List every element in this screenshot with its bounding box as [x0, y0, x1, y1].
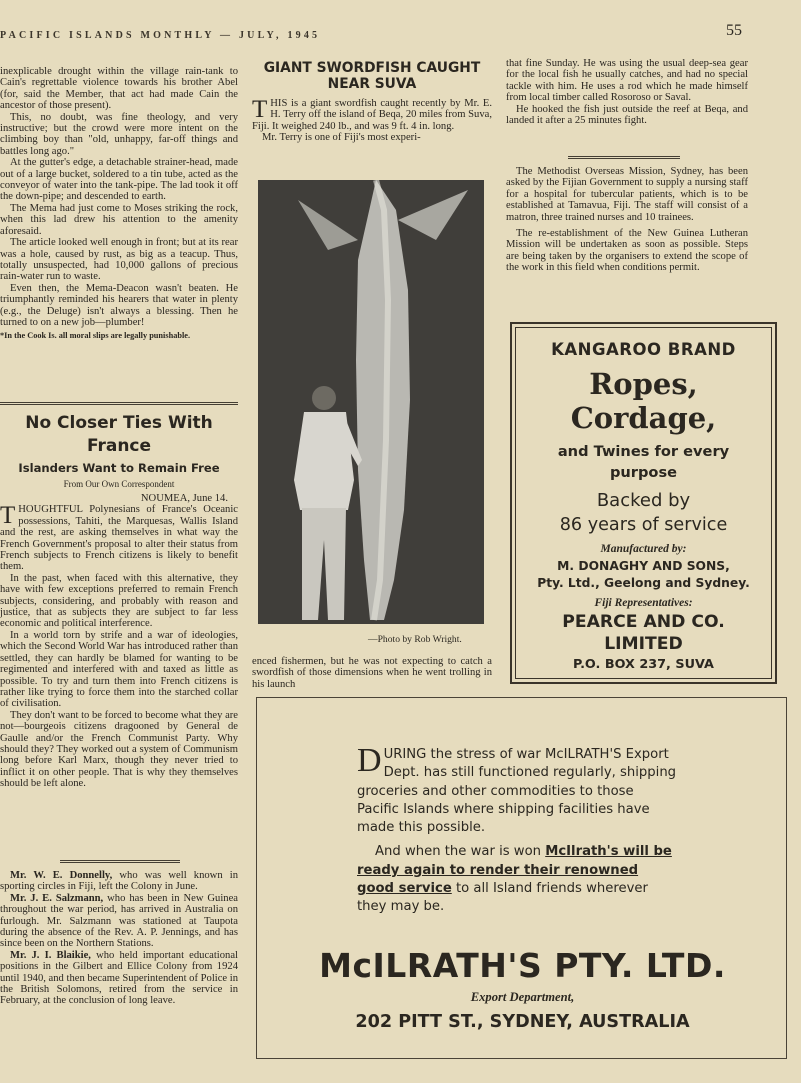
byline: From Our Own Correspondent [63, 479, 175, 489]
divider-rule [60, 860, 180, 863]
photo-credit: —Photo by Rob Wright. [368, 634, 462, 645]
person-name: Mr. W. E. Donnelly, [10, 870, 113, 881]
ad-company: McILRATH'S PTY. LTD. [319, 946, 726, 985]
ad-emphasis: McIlrath's will be ready again to render their renowned good service [357, 844, 672, 897]
page-number: 55 [726, 22, 742, 39]
drop-cap: T [0, 502, 16, 530]
swordfish-photo-illustration [258, 180, 484, 624]
paragraph: The Methodist Overseas Mission, Sydney, has been asked by the Fijian Government to supply a nursing staff for a hospital for tubercular patients, which is to be established at Tamavua, Fiji. The staff will consist of a matron, three trained nurses and 10 trainees. [506, 166, 748, 223]
divider-rule [568, 156, 680, 159]
article-headline: GIANT SWORDFISH CAUGHT [263, 60, 481, 76]
ad-body-text: And when the war is won [375, 844, 546, 860]
paragraph: He hooked the fish just outside the reef at Beqa, and landed it after a 25 minutes fight. [506, 103, 748, 127]
swordfish-article-continued [252, 656, 492, 692]
ad-maker: Pty. Ltd., Geelong and Sydney. [537, 576, 750, 590]
mcilrath-ad [256, 697, 787, 1059]
column-3-text [506, 58, 748, 158]
ad-body-paragraph [357, 843, 677, 916]
swordfish-heading [252, 60, 492, 100]
ad-headline: Ropes, [589, 367, 698, 401]
ad-tagline: purpose [609, 464, 678, 481]
ad-label: Manufactured by: [600, 543, 687, 555]
ad-department: Export Department, [470, 990, 575, 1004]
france-heading-block [0, 410, 238, 500]
paragraph: inexplicable drought within the village rain-tank to Cain's regrettable violence towards his brother Abel (for, said the Member, that act had made Cain the ancestor of those present). [0, 66, 238, 112]
ad-label: Fiji Representatives: [594, 597, 693, 609]
paragraph: that fine Sunday. He was using the usual deep-sea gear for the local fish he usually catches, and had no special tackle with him. He uses a rod which he made himself from local timber called Rosoroso or Saval. [506, 58, 748, 104]
paragraph: This, no doubt, was fine theology, and very instructive; but the crowd were more intent on the climbing boy than "old, unhappy, far-off things and battles long ago." [0, 111, 238, 157]
person-name: Mr. J. I. Blaikie, [10, 949, 91, 961]
ad-address: P.O. BOX 237, SUVA [573, 657, 714, 672]
article-headline-line2: NEAR SUVA [327, 76, 417, 92]
paragraph: Even then, the Mema-Deacon wasn't beaten. He triumphantly reminded his hearers that water in plenty (e.g., the Deluge) isn't always a blessing. Then he turned to on a new job—plumber! [0, 282, 238, 328]
personal-notes [0, 870, 238, 1065]
lead-text: HIS is a giant swordfish caught recently by Mr. E. H. Terry off the island of Beqa, 20 miles from Suva, Fiji. It weighed 240 lb., and was 9 ft. 4 in. long. [252, 98, 492, 132]
ad-representative: PEARCE AND CO. [562, 612, 725, 632]
france-article-body [0, 493, 238, 857]
paragraph: In a world torn by strife and a war of ideologies, which the Second World War has introduced rather than settled, they can hardly be blamed for wanting to be regimented and interfered with and taxed as little as possible. To try and turn them into French citizens is rather like trying to force them into the starched collar of civilisation. [0, 629, 238, 710]
swordfish-article-top [252, 98, 492, 168]
kangaroo-brand-ad [510, 322, 777, 684]
drop-cap: D [357, 742, 382, 779]
dateline: NOUMEA, June 14. [140, 493, 228, 504]
ad-inner-frame [515, 327, 772, 679]
paragraph: The re-establishment of the New Guinea Lutheran Mission will be undertaken as soon as possible. Steps are being taken by the organisers to extend the scope of the work in this field when conditions permit. [506, 228, 748, 274]
paragraph: At the gutter's edge, a detachable strainer-head, made out of a large bucket, soldered to a tin tube, acted as the conveyor of water into the tank-pipe. The lad took it off the down-pipe; and descended to earth. [0, 157, 238, 203]
note-text: who held important educational positions in the Gilbert and Ellice Colony from 1924 until 1940, and then became Superintendent of Police in the British Solomons, retired from the service in February, at the conclusion of long leave. [0, 949, 238, 1007]
missions-notes [506, 166, 748, 316]
column-1-article [0, 66, 238, 399]
ad-backed-by: Backed by [596, 490, 691, 511]
ad-body-text: URING the stress of war McILRATH'S Export Dept. has still functioned regularly, shipping groceries and other commodities to those Pacific Islands where shipping facilities have made this possible. [357, 747, 677, 836]
lead-paragraph [252, 98, 492, 132]
personal-note [0, 950, 238, 1007]
paragraph: They don't want to be forced to become what they are not—bourgeois citizens dragooned by General de Gaulle and/or the French Communist Party. Why should they? They worked out a system of Communism long before Karl Marx, though they never tried to inflict it on other people. That is why they themselves should be left alone. [0, 709, 238, 790]
ad-tagline: and Twines for every [557, 443, 730, 460]
running-head: PACIFIC ISLANDS MONTHLY — JULY, 1945 [0, 30, 321, 41]
drop-cap: T [252, 98, 268, 123]
paragraph: In the past, when faced with this alternative, they have with few exceptions preferred to remain French subjects, considering, and probably with reason and justice, that as subjects they are subject to far less economic and political interference. [0, 572, 238, 630]
lead-text: HOUGHTFUL Polynesians of France's Oceanic possessions, Tahiti, the Marquesas, Wallis Island and the rest, are asking themselves in what way the French Government's proposal to alter their status from French subjects to French citizens is likely to benefit them. [0, 504, 238, 573]
note-text: who was well known in sporting circles in Fiji, left the Colony in June. [0, 870, 238, 893]
swordfish-photo [258, 180, 484, 624]
footnote: *In the Cook Is. all moral slips are legally punishable. [0, 331, 191, 341]
ad-headline: Cordage, [570, 401, 717, 435]
ad-body-text: to all Island friends wherever they may be. [357, 881, 648, 915]
paragraph: The article looked well enough in front; but at its rear was a hole, caused by rust, as big as a teacup. Thus, totally unsuspected, had 10,000 gallons of precious rain-water run to waste. [0, 237, 238, 283]
divider-rule [0, 402, 238, 405]
ad-address: 202 PITT ST., SYDNEY, AUSTRALIA [355, 1012, 690, 1032]
personal-note [0, 870, 238, 893]
personal-note [0, 893, 238, 950]
ad-years: 86 years of service [559, 515, 728, 535]
ad-brand: KANGAROO BRAND [551, 340, 736, 359]
article-headline: No Closer Ties With France [25, 413, 213, 456]
paragraph: enced fishermen, but he was not expecting to catch a swordfish of those dimensions when he went trolling in his launch [252, 656, 492, 690]
paragraph: The Mema had just come to Moses striking the rock, when this lad drew his attention to the amenity aforesaid. [0, 202, 238, 237]
paragraph: Mr. Terry is one of Fiji's most experi- [262, 132, 421, 144]
lead-paragraph [0, 504, 238, 572]
note-text: who has been in New Guinea throughout the war period, has arrived in Australia on furlough. Mr. Salzmann was stationed at Taupota during the absence of the Rev. A. P. Jennings, and has since been on the Northern Stations. [0, 892, 238, 950]
ad-body [357, 742, 677, 917]
person-name: Mr. J. E. Salzmann, [10, 892, 104, 904]
ad-maker: M. DONAGHY AND SONS, [557, 559, 730, 573]
article-subheadline: Islanders Want to Remain Free [18, 461, 220, 475]
ad-representative: LIMITED [604, 634, 683, 654]
